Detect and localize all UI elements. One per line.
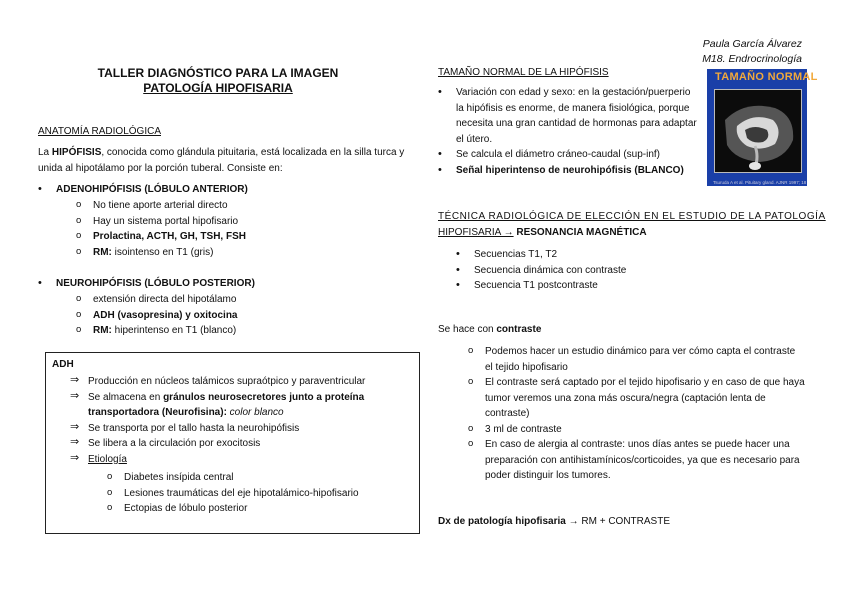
intro-rest: , conocida como glándula pituitaria, está localizada en la silla turca y [101, 147, 405, 158]
intro-pre: La [38, 147, 52, 158]
author-name: Paula García Álvarez [702, 38, 802, 50]
sequence-item: • Secuencia dinámica con contraste [474, 263, 626, 279]
etiology-list [124, 470, 359, 517]
contrast-item: o 3 ml de contraste [485, 422, 805, 438]
title-line1: TALLER DIAGNÓSTICO PARA LA IMAGEN [97, 66, 339, 80]
anatomy-intro [38, 145, 410, 176]
adeno-item: o RM: isointenso en T1 (gris) [93, 245, 246, 261]
anatomy-heading: ANATOMÍA RADIOLÓGICA [38, 126, 161, 137]
adh-item: ⇒ Se almacena en gránulos neurosecretores junto a proteína transportadora (Neurofisina): color blanco [88, 390, 408, 421]
mri-image-caption: Tsuruda A et al. Pituitary gland. AJNR 1997; 18 [713, 180, 807, 185]
technique-heading: TÉCNICA RADIOLÓGICA DE ELECCIÓN EN EL ESTUDIO DE LA PATOLOGÍA HIPOFISARIA → RESONANCIA MAGNÉTICA [438, 211, 826, 238]
contrast-item: o El contraste será captado por el tejido hipofisario y en caso de que haya tumor veremos una zona más oscura/negra (captación lenta de contraste) [485, 375, 805, 422]
mri-scan [714, 89, 802, 173]
sequence-item: • Secuencia T1 postcontraste [474, 278, 626, 294]
mri-image [707, 69, 818, 186]
author-block [702, 37, 802, 67]
etiology-item: o Diabetes insípida central [124, 470, 359, 486]
mri-image-title: TAMAÑO NORMAL [715, 71, 818, 83]
neuro-item: o RM: hiperintenso en T1 (blanco) [93, 323, 237, 339]
adeno-item: o Prolactina, ACTH, GH, TSH, FSH [93, 229, 246, 245]
sequence-item: • Secuencias T1, T2 [474, 247, 626, 263]
contrast-item: o En caso de alergia al contraste: unos días antes se puede hacer una preparación con antihistamínicos/corticoides, ya que es necesario para poder distinguir los tumores. [485, 437, 805, 484]
page-title [38, 66, 398, 96]
dx-line: Dx de patología hipofisaria → RM + CONTRASTE [438, 516, 670, 527]
size-heading: TAMAÑO NORMAL DE LA HIPÓFISIS [438, 67, 609, 78]
adh-item: ⇒ Producción en núcleos talámicos supraótpico y paraventricular [88, 374, 408, 390]
size-item: • Se calcula el diámetro cráneo-caudal (sup-inf) [456, 147, 706, 163]
author-course: M18. Endrocrinología [702, 53, 802, 65]
adeno-item: o No tiene aporte arterial directo [93, 198, 246, 214]
etiology-item: o Lesiones traumáticas del eje hipotalámico-hipofisario [124, 486, 359, 502]
etiology-item: o Ectopias de lóbulo posterior [124, 501, 359, 517]
title-line2: PATOLOGÍA HIPOFISARIA [143, 81, 293, 95]
adh-item: ⇒ Etiología [88, 452, 408, 468]
adh-list [88, 374, 408, 467]
size-list [456, 85, 706, 178]
contrast-intro: Se hace con contraste [438, 324, 542, 335]
size-item: • Señal hiperintenso de neurohipófisis (BLANCO) [456, 163, 706, 179]
contrast-list [485, 344, 805, 484]
adeno-list [56, 182, 248, 198]
adh-title: ADH [52, 359, 74, 370]
neuro-list [56, 276, 255, 292]
size-item: • Variación con edad y sexo: en la gestación/puerperio la hipófisis es enorme, de manera fisiológica, porque necesita una gran cantidad de hormonas para adaptar el útero. [456, 85, 706, 147]
neuro-sublist [93, 292, 237, 339]
adh-item: ⇒ Se transporta por el tallo hasta la neurohipófisis [88, 421, 408, 437]
adeno-title: • ADENOHIPÓFISIS (LÓBULO ANTERIOR) [56, 182, 248, 198]
intro-line2: unida al hipotálamo por la porción tuberal. Consiste en: [38, 162, 283, 174]
adeno-item: o Hay un sistema portal hipofisario [93, 214, 246, 230]
intro-bold: HIPÓFISIS [51, 147, 102, 158]
neuro-item: o ADH (vasopresina) y oxitocina [93, 308, 237, 324]
adeno-sublist [93, 198, 246, 260]
technique-list [474, 247, 626, 294]
adh-item: ⇒ Se libera a la circulación por exocitosis [88, 436, 408, 452]
neuro-item: o extensión directa del hipotálamo [93, 292, 237, 308]
contrast-item: o Podemos hacer un estudio dinámico para ver cómo capta el contraste el tejido hipofisario [485, 344, 805, 375]
neuro-title: • NEUROHIPÓFISIS (LÓBULO POSTERIOR) [56, 276, 255, 292]
